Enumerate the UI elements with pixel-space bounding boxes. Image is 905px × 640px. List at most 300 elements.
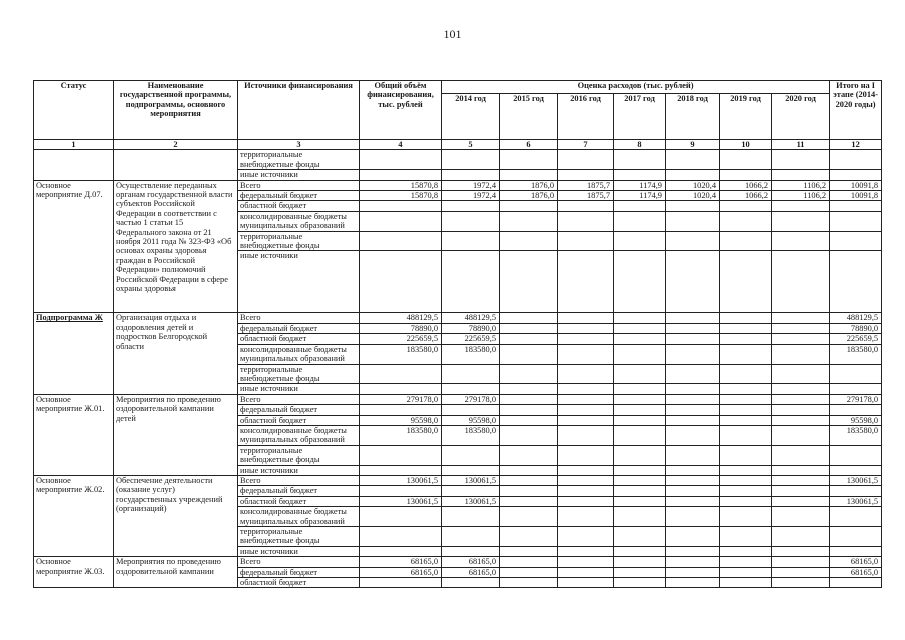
column-index: 11 (772, 140, 830, 150)
year-value-cell (720, 546, 772, 556)
source-cell: территориальные внебюджетные фонды (238, 445, 360, 465)
stage-total-cell: 10091,8 (830, 180, 882, 190)
year-value-cell (558, 465, 614, 475)
table-row (34, 180, 882, 190)
column-index: 5 (442, 140, 500, 150)
year-value-cell (772, 425, 830, 445)
year-value-cell (666, 578, 720, 588)
year-value-cell (666, 211, 720, 231)
year-value-cell (442, 231, 500, 251)
source-cell: федеральный бюджет (238, 405, 360, 415)
year-value-cell (720, 405, 772, 415)
table-row (34, 150, 882, 170)
year-value-cell (614, 475, 666, 485)
year-value-cell (720, 211, 772, 231)
year-value-cell: 1174,9 (614, 191, 666, 201)
year-value-cell (772, 445, 830, 465)
total-cell (360, 465, 442, 475)
total-cell: 183580,0 (360, 344, 442, 364)
total-cell: 488129,5 (360, 313, 442, 323)
year-value-cell (442, 507, 500, 527)
year-value-cell: 68165,0 (442, 567, 500, 577)
year-value-cell (614, 364, 666, 384)
year-value-cell (558, 546, 614, 556)
year-value-cell (720, 465, 772, 475)
name-cell (114, 150, 238, 180)
year-value-cell (720, 475, 772, 485)
status-cell: Основное мероприятие Ж.02. (34, 475, 114, 556)
year-value-cell (442, 211, 500, 231)
header-stage-total: Итого на I этапе (2014-2020 годы) (830, 81, 882, 140)
column-index: 7 (558, 140, 614, 150)
source-cell: федеральный бюджет (238, 567, 360, 577)
financing-table (33, 80, 882, 588)
year-value-cell (772, 211, 830, 231)
column-index: 1 (34, 140, 114, 150)
year-value-cell (666, 170, 720, 180)
total-cell (360, 578, 442, 588)
source-cell: Всего (238, 313, 360, 323)
year-value-cell (500, 231, 558, 251)
year-value-cell (772, 557, 830, 567)
year-value-cell (500, 334, 558, 344)
year-value-cell (772, 231, 830, 251)
source-cell: Всего (238, 475, 360, 485)
year-value-cell: 1066,2 (720, 180, 772, 190)
total-cell (360, 445, 442, 465)
year-value-cell (772, 567, 830, 577)
year-value-cell (558, 445, 614, 465)
column-index: 9 (666, 140, 720, 150)
name-cell: Мероприятия по проведению оздоровительной кампании (114, 557, 238, 588)
stage-total-cell: 488129,5 (830, 313, 882, 323)
stage-total-cell: 225659,5 (830, 334, 882, 344)
year-value-cell (558, 567, 614, 577)
total-cell: 225659,5 (360, 334, 442, 344)
header-year: 2020 год (772, 94, 830, 140)
year-value-cell (614, 507, 666, 527)
stage-total-cell (830, 231, 882, 251)
total-cell: 130061,5 (360, 496, 442, 506)
year-value-cell (500, 394, 558, 404)
source-cell: областной бюджет (238, 415, 360, 425)
year-value-cell (666, 496, 720, 506)
stage-total-cell: 68165,0 (830, 557, 882, 567)
source-cell: территориальные внебюджетные фонды (238, 364, 360, 384)
year-value-cell (666, 465, 720, 475)
year-value-cell (500, 313, 558, 323)
name-cell: Организация отдыха и оздоровления детей и подростков Белгородской области (114, 313, 238, 394)
year-value-cell: 1972,4 (442, 180, 500, 190)
total-cell (360, 546, 442, 556)
year-value-cell: 1106,2 (772, 180, 830, 190)
year-value-cell (500, 496, 558, 506)
year-value-cell: 130061,5 (442, 496, 500, 506)
year-value-cell (666, 557, 720, 567)
year-value-cell (500, 344, 558, 364)
status-cell: Основное мероприятие Ж.03. (34, 557, 114, 588)
stage-total-cell (830, 507, 882, 527)
stage-total-cell: 68165,0 (830, 567, 882, 577)
source-cell: территориальные внебюджетные фонды (238, 150, 360, 170)
year-value-cell (500, 384, 558, 394)
year-value-cell (666, 507, 720, 527)
stage-total-cell (830, 170, 882, 180)
year-value-cell (666, 486, 720, 496)
year-value-cell (614, 201, 666, 211)
year-value-cell (614, 394, 666, 404)
year-value-cell (666, 364, 720, 384)
year-value-cell (666, 546, 720, 556)
year-value-cell: 95598,0 (442, 415, 500, 425)
year-value-cell (614, 567, 666, 577)
year-value-cell (720, 394, 772, 404)
year-value-cell: 183580,0 (442, 344, 500, 364)
year-value-cell (720, 425, 772, 445)
stage-total-cell (830, 201, 882, 211)
total-cell: 130061,5 (360, 475, 442, 485)
year-value-cell (720, 201, 772, 211)
year-value-cell (442, 578, 500, 588)
total-cell (360, 150, 442, 170)
header-estimate: Оценка расходов (тыс. рублей) (442, 81, 830, 94)
year-value-cell: 1066,2 (720, 191, 772, 201)
year-value-cell (614, 251, 666, 313)
source-cell: иные источники (238, 251, 360, 313)
year-value-cell (772, 344, 830, 364)
year-value-cell: 1875,7 (558, 180, 614, 190)
year-value-cell (558, 251, 614, 313)
stage-total-cell: 78890,0 (830, 323, 882, 333)
year-value-cell (558, 475, 614, 485)
year-value-cell (666, 445, 720, 465)
total-cell (360, 211, 442, 231)
header-year: 2016 год (558, 94, 614, 140)
year-value-cell (558, 578, 614, 588)
year-value-cell (500, 425, 558, 445)
year-value-cell: 1972,4 (442, 191, 500, 201)
source-cell: областной бюджет (238, 201, 360, 211)
year-value-cell (720, 527, 772, 547)
year-value-cell (442, 445, 500, 465)
stage-total-cell: 183580,0 (830, 425, 882, 445)
year-value-cell (772, 507, 830, 527)
year-value-cell (558, 364, 614, 384)
year-value-cell: 1106,2 (772, 191, 830, 201)
year-value-cell (720, 251, 772, 313)
year-value-cell (558, 334, 614, 344)
year-value-cell (666, 323, 720, 333)
total-cell: 68165,0 (360, 557, 442, 567)
year-value-cell (558, 170, 614, 180)
source-cell: консолидированные бюджеты муниципальных образований (238, 425, 360, 445)
year-value-cell (442, 170, 500, 180)
year-value-cell (500, 201, 558, 211)
year-value-cell (500, 211, 558, 231)
year-value-cell (558, 425, 614, 445)
name-cell: Обеспечение деятельности (оказание услуг) государственных учреждений (организаций) (114, 475, 238, 556)
year-value-cell (558, 344, 614, 364)
year-value-cell (558, 507, 614, 527)
column-index: 4 (360, 140, 442, 150)
total-cell (360, 231, 442, 251)
total-cell: 95598,0 (360, 415, 442, 425)
year-value-cell (720, 415, 772, 425)
year-value-cell (614, 445, 666, 465)
year-value-cell (558, 486, 614, 496)
year-value-cell (772, 170, 830, 180)
year-value-cell (558, 323, 614, 333)
year-value-cell (772, 415, 830, 425)
total-cell (360, 251, 442, 313)
year-value-cell (614, 527, 666, 547)
year-value-cell (442, 251, 500, 313)
year-value-cell (772, 527, 830, 547)
table-row (34, 394, 882, 404)
year-value-cell (558, 394, 614, 404)
year-value-cell (772, 323, 830, 333)
total-cell: 68165,0 (360, 567, 442, 577)
year-value-cell (442, 527, 500, 547)
year-value-cell (442, 201, 500, 211)
year-value-cell (558, 313, 614, 323)
year-value-cell (772, 578, 830, 588)
year-value-cell (772, 334, 830, 344)
stage-total-cell (830, 251, 882, 313)
year-value-cell: 68165,0 (442, 557, 500, 567)
source-cell: Всего (238, 557, 360, 567)
year-value-cell (442, 384, 500, 394)
year-value-cell (558, 231, 614, 251)
status-cell: Основное мероприятие Д.07. (34, 180, 114, 313)
year-value-cell: 1174,9 (614, 180, 666, 190)
year-value-cell (500, 465, 558, 475)
year-value-cell: 1875,7 (558, 191, 614, 201)
stage-total-cell (830, 384, 882, 394)
year-value-cell (720, 323, 772, 333)
total-cell (360, 405, 442, 415)
year-value-cell (666, 334, 720, 344)
year-value-cell (500, 486, 558, 496)
year-value-cell (614, 211, 666, 231)
header-year: 2015 год (500, 94, 558, 140)
column-index: 10 (720, 140, 772, 150)
year-value-cell: 225659,5 (442, 334, 500, 344)
year-value-cell (720, 445, 772, 465)
stage-total-cell (830, 465, 882, 475)
year-value-cell (614, 231, 666, 251)
column-index: 3 (238, 140, 360, 150)
stage-total-cell (830, 486, 882, 496)
year-value-cell (772, 150, 830, 170)
year-value-cell (500, 405, 558, 415)
total-cell (360, 486, 442, 496)
year-value-cell (720, 384, 772, 394)
year-value-cell (720, 486, 772, 496)
source-cell: консолидированные бюджеты муниципальных образований (238, 507, 360, 527)
total-cell: 15870,8 (360, 180, 442, 190)
stage-total-cell (830, 445, 882, 465)
year-value-cell (614, 334, 666, 344)
year-value-cell (614, 486, 666, 496)
stage-total-cell: 130061,5 (830, 496, 882, 506)
source-cell: областной бюджет (238, 578, 360, 588)
year-value-cell: 1020,4 (666, 191, 720, 201)
header-sources: Источники финансирования (238, 81, 360, 140)
year-value-cell: 78890,0 (442, 323, 500, 333)
source-cell: областной бюджет (238, 496, 360, 506)
year-value-cell (500, 475, 558, 485)
year-value-cell (558, 496, 614, 506)
year-value-cell: 130061,5 (442, 475, 500, 485)
year-value-cell (772, 251, 830, 313)
year-value-cell (442, 486, 500, 496)
year-value-cell (500, 557, 558, 567)
status-cell: Подпрограмма Ж (34, 313, 114, 394)
year-value-cell (772, 486, 830, 496)
table-row (34, 557, 882, 567)
year-value-cell (500, 445, 558, 465)
stage-total-cell: 10091,8 (830, 191, 882, 201)
year-value-cell (720, 578, 772, 588)
year-value-cell (772, 465, 830, 475)
total-cell: 279178,0 (360, 394, 442, 404)
year-value-cell (720, 364, 772, 384)
year-value-cell (614, 578, 666, 588)
column-index: 8 (614, 140, 666, 150)
stage-total-cell (830, 150, 882, 170)
stage-total-cell (830, 546, 882, 556)
source-cell: федеральный бюджет (238, 323, 360, 333)
year-value-cell (772, 475, 830, 485)
status-cell (34, 150, 114, 180)
source-cell: федеральный бюджет (238, 486, 360, 496)
year-value-cell (558, 415, 614, 425)
year-value-cell: 488129,5 (442, 313, 500, 323)
year-value-cell (772, 546, 830, 556)
stage-total-cell (830, 405, 882, 415)
source-cell: федеральный бюджет (238, 191, 360, 201)
year-value-cell (720, 567, 772, 577)
year-value-cell (720, 557, 772, 567)
year-value-cell (614, 150, 666, 170)
year-value-cell (558, 527, 614, 547)
stage-total-cell: 130061,5 (830, 475, 882, 485)
source-cell: иные источники (238, 546, 360, 556)
year-value-cell: 1876,0 (500, 180, 558, 190)
year-value-cell (666, 251, 720, 313)
year-value-cell (500, 546, 558, 556)
year-value-cell (500, 415, 558, 425)
column-index: 6 (500, 140, 558, 150)
header-year: 2019 год (720, 94, 772, 140)
stage-total-cell (830, 527, 882, 547)
source-cell: территориальные внебюджетные фонды (238, 527, 360, 547)
year-value-cell (558, 201, 614, 211)
total-cell: 78890,0 (360, 323, 442, 333)
year-value-cell (500, 578, 558, 588)
year-value-cell (442, 405, 500, 415)
header-year: 2014 год (442, 94, 500, 140)
total-cell: 15870,8 (360, 191, 442, 201)
year-value-cell (772, 201, 830, 211)
year-value-cell (666, 313, 720, 323)
year-value-cell (720, 334, 772, 344)
source-cell: иные источники (238, 170, 360, 180)
column-index: 12 (830, 140, 882, 150)
year-value-cell (614, 170, 666, 180)
year-value-cell: 1020,4 (666, 180, 720, 190)
year-value-cell (614, 313, 666, 323)
source-cell: консолидированные бюджеты муниципальных образований (238, 344, 360, 364)
year-value-cell (442, 150, 500, 170)
year-value-cell (500, 251, 558, 313)
year-value-cell (666, 201, 720, 211)
year-value-cell: 1876,0 (500, 191, 558, 201)
year-value-cell (614, 384, 666, 394)
year-value-cell (772, 405, 830, 415)
year-value-cell (558, 384, 614, 394)
status-cell: Основное мероприятие Ж.01. (34, 394, 114, 475)
year-value-cell (720, 344, 772, 364)
column-index-row (34, 140, 882, 150)
year-value-cell (720, 507, 772, 527)
year-value-cell (614, 546, 666, 556)
year-value-cell (666, 475, 720, 485)
year-value-cell (666, 405, 720, 415)
year-value-cell (442, 465, 500, 475)
source-cell: консолидированные бюджеты муниципальных образований (238, 211, 360, 231)
year-value-cell (666, 415, 720, 425)
year-value-cell (720, 231, 772, 251)
page-number: 101 (443, 27, 462, 41)
year-value-cell (772, 313, 830, 323)
year-value-cell (558, 150, 614, 170)
year-value-cell (500, 323, 558, 333)
year-value-cell (720, 496, 772, 506)
year-value-cell (558, 405, 614, 415)
year-value-cell (500, 150, 558, 170)
year-value-cell (500, 527, 558, 547)
total-cell (360, 507, 442, 527)
header-name: Наименование государственной программы, подпрограммы, основного мероприятия (114, 81, 238, 140)
year-value-cell (500, 567, 558, 577)
year-value-cell: 279178,0 (442, 394, 500, 404)
header-total: Общий объём финансирования, тыс. рублей (360, 81, 442, 140)
year-value-cell (666, 150, 720, 170)
year-value-cell (720, 170, 772, 180)
year-value-cell (666, 394, 720, 404)
year-value-cell (558, 557, 614, 567)
stage-total-cell (830, 364, 882, 384)
year-value-cell (614, 496, 666, 506)
year-value-cell (614, 425, 666, 445)
year-value-cell: 183580,0 (442, 425, 500, 445)
year-value-cell (666, 425, 720, 445)
column-index: 2 (114, 140, 238, 150)
stage-total-cell: 183580,0 (830, 344, 882, 364)
header-year: 2018 год (666, 94, 720, 140)
stage-total-cell (830, 211, 882, 231)
year-value-cell (666, 344, 720, 364)
year-value-cell (666, 567, 720, 577)
total-cell (360, 527, 442, 547)
year-value-cell (442, 546, 500, 556)
year-value-cell (772, 496, 830, 506)
year-value-cell (666, 527, 720, 547)
year-value-cell (558, 211, 614, 231)
header-status: Статус (34, 81, 114, 140)
